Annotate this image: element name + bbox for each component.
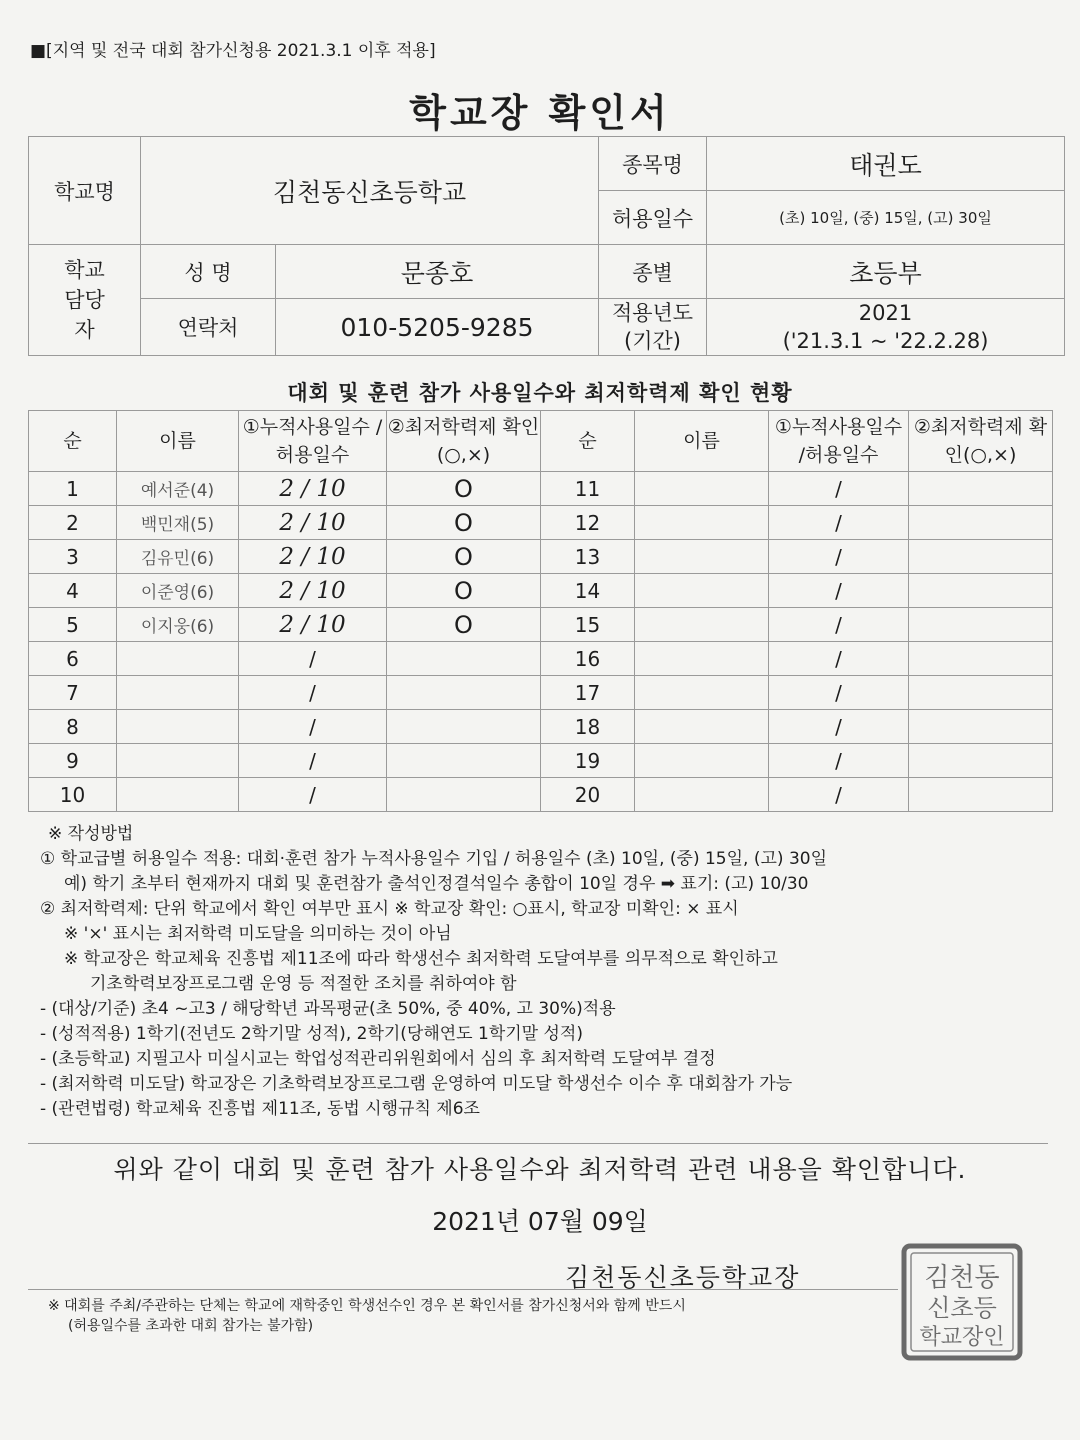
divider — [28, 1289, 898, 1290]
instructions-heading: ※ 작성방법 — [48, 824, 134, 844]
athlete-name: 이지웅(6) — [117, 608, 239, 642]
used-days: / — [239, 676, 387, 710]
academic-check — [909, 472, 1053, 506]
row-no: 11 — [541, 472, 635, 506]
header-days: ①누적사용일수 /허용일수 — [769, 411, 909, 472]
year-value-cell — [707, 299, 1065, 356]
detail-law: - (관련법령) 학교체육 진흥법 제11조, 동법 시행규칙 제6조 — [40, 1099, 480, 1119]
used-days: / — [769, 506, 909, 540]
allowed-days-value: (초) 10일, (중) 15일, (고) 30일 — [707, 191, 1065, 245]
official-seal-icon — [898, 1240, 1026, 1364]
row-no: 5 — [29, 608, 117, 642]
row-no: 19 — [541, 744, 635, 778]
detail-grades: - (성적적용) 1학기(전년도 2학기말 성적), 2학기(당해연도 1학기말 성적) — [40, 1024, 583, 1044]
athlete-name: 이준영(6) — [117, 574, 239, 608]
academic-check: O — [387, 608, 541, 642]
used-days: / — [769, 472, 909, 506]
used-days: / — [239, 778, 387, 812]
row-no: 6 — [29, 642, 117, 676]
academic-check — [909, 506, 1053, 540]
academic-check — [909, 574, 1053, 608]
svg-text:신초등: 신초등 — [927, 1294, 997, 1322]
name-label: 성 명 — [141, 245, 276, 299]
header-days: ①누적사용일수 /허용일수 — [239, 411, 387, 472]
svg-text:김천동: 김천동 — [924, 1263, 1000, 1293]
row-no: 3 — [29, 540, 117, 574]
table-row — [29, 642, 1053, 676]
used-days: 2 / 10 — [239, 574, 387, 608]
table-row — [29, 608, 1053, 642]
academic-check — [909, 676, 1053, 710]
name-value: 문종호 — [276, 245, 599, 299]
row-no: 10 — [29, 778, 117, 812]
instructions — [40, 822, 1050, 1122]
athlete-name — [117, 676, 239, 710]
header-academic: ②최저학력제 확인(○,×) — [387, 411, 541, 472]
note-allowed-days: ① 학교급별 허용일수 적용: 대회·훈련 참가 누적사용일수 기입 / 허용일수 (초) 10일, (중) 15일, (고) 30일 — [40, 849, 828, 869]
note-academic: ② 최저학력제: 단위 학교에서 확인 여부만 표시 ※ 학교장 확인: ○표시, 학교장 미확인: × 표시 — [40, 899, 739, 919]
detail-target: - (대상/기준) 초4 ~고3 / 해당학년 과목평균(초 50%, 중 40%, 고 30%)적용 — [40, 999, 616, 1019]
academic-check — [909, 540, 1053, 574]
note-academic-b: ※ 학교장은 학교체육 진흥법 제11조에 따라 학생선수 최저학력 도달여부를 의무적으로 확인하고 — [64, 949, 778, 969]
used-days: / — [769, 778, 909, 812]
athlete-name — [635, 472, 769, 506]
academic-check: O — [387, 540, 541, 574]
athlete-name — [635, 778, 769, 812]
athlete-name — [635, 744, 769, 778]
athlete-name — [635, 710, 769, 744]
used-days: / — [769, 710, 909, 744]
athlete-name: 예서준(4) — [117, 472, 239, 506]
athlete-name — [635, 540, 769, 574]
used-days: / — [769, 574, 909, 608]
header-no: 순 — [29, 411, 117, 472]
header-academic: ②최저학력제 확인(○,×) — [909, 411, 1053, 472]
table-row — [29, 744, 1053, 778]
used-days: 2 / 10 — [239, 608, 387, 642]
row-no: 4 — [29, 574, 117, 608]
footer-line-2: (허용일수를 초과한 대회 참가는 불가함) — [68, 1318, 314, 1334]
academic-check — [387, 744, 541, 778]
detail-not-reached: - (최저학력 미도달) 학교장은 기초학력보장프로그램 운영하여 미도달 학생선수 이수 후 대회참가 가능 — [40, 1074, 793, 1094]
principal-name: 김천동신초등학교장 — [565, 1263, 801, 1292]
manager-label-text: 학교 담당자 — [64, 258, 105, 342]
table-row — [29, 506, 1053, 540]
form-usage-note: ■[지역 및 전국 대회 참가신청용 2021.3.1 이후 적용] — [30, 41, 436, 61]
used-days: / — [239, 744, 387, 778]
header-no: 순 — [541, 411, 635, 472]
row-no: 9 — [29, 744, 117, 778]
row-no: 14 — [541, 574, 635, 608]
row-no: 20 — [541, 778, 635, 812]
athlete-name — [117, 744, 239, 778]
footer-line-1: ※ 대회를 주최/주관하는 단체는 학교에 재학중인 학생선수인 경우 본 확인서를 참가신청서와 함께 반드시 — [48, 1298, 686, 1314]
athlete-name: 김유민(6) — [117, 540, 239, 574]
year-label — [599, 299, 707, 356]
row-no: 1 — [29, 472, 117, 506]
year-label-text: 적용년도 (기간) — [611, 301, 694, 353]
academic-check: O — [387, 472, 541, 506]
row-no: 16 — [541, 642, 635, 676]
academic-check — [909, 778, 1053, 812]
athlete-name: 백민재(5) — [117, 506, 239, 540]
used-days: 2 / 10 — [239, 506, 387, 540]
athlete-name — [635, 506, 769, 540]
sport-label: 종목명 — [599, 137, 707, 191]
contact-label: 연락처 — [141, 299, 276, 356]
school-name-value: 김천동신초등학교 — [141, 137, 599, 245]
academic-check — [909, 710, 1053, 744]
used-days: / — [239, 642, 387, 676]
academic-check — [909, 642, 1053, 676]
row-no: 15 — [541, 608, 635, 642]
used-days: / — [769, 676, 909, 710]
row-no: 18 — [541, 710, 635, 744]
school-name-label: 학교명 — [29, 137, 141, 245]
athlete-name — [635, 642, 769, 676]
used-days: / — [769, 608, 909, 642]
academic-check: O — [387, 506, 541, 540]
academic-check — [387, 710, 541, 744]
used-days: / — [769, 642, 909, 676]
header-name: 이름 — [635, 411, 769, 472]
table-row — [29, 574, 1053, 608]
row-no: 8 — [29, 710, 117, 744]
contact-value: 010-5205-9285 — [276, 299, 599, 356]
athlete-name — [635, 676, 769, 710]
row-no: 13 — [541, 540, 635, 574]
athlete-name — [117, 642, 239, 676]
academic-check — [387, 642, 541, 676]
note-allowed-days-example: 예) 학기 초부터 현재까지 대회 및 훈련참가 출석인정결석일수 총합이 10일 경우 ➡ 표기: (고) 10/30 — [64, 874, 809, 894]
allowed-days-label: 허용일수 — [599, 191, 707, 245]
header-name: 이름 — [117, 411, 239, 472]
athlete-name — [117, 710, 239, 744]
table-row — [29, 778, 1053, 812]
used-days: 2 / 10 — [239, 472, 387, 506]
footer-note — [48, 1296, 686, 1336]
used-days: / — [769, 744, 909, 778]
row-no: 7 — [29, 676, 117, 710]
athlete-table — [28, 410, 1053, 812]
table-row — [29, 540, 1053, 574]
confirmation-statement: 위와 같이 대회 및 훈련 참가 사용일수와 최저학력 관련 내용을 확인합니다. — [113, 1155, 967, 1184]
academic-check: O — [387, 574, 541, 608]
section-title: 대회 및 훈련 참가 사용일수와 최저학력제 확인 현황 — [287, 381, 793, 405]
period-value: ('21.3.1 ~ '22.2.28) — [782, 329, 989, 353]
note-academic-c: 기초학력보장프로그램 운영 등 적절한 조치를 취하여야 함 — [90, 974, 517, 994]
detail-elementary: - (초등학교) 지필고사 미실시교는 학업성적관리위원회에서 심의 후 최저학력 도달여부 결정 — [40, 1049, 716, 1069]
sport-value: 태권도 — [707, 137, 1065, 191]
manager-label — [29, 245, 141, 356]
academic-check — [909, 744, 1053, 778]
table-row — [29, 710, 1053, 744]
table-row — [29, 676, 1053, 710]
row-no: 12 — [541, 506, 635, 540]
athlete-name — [635, 608, 769, 642]
division-value: 초등부 — [707, 245, 1065, 299]
info-table — [28, 136, 1065, 356]
note-academic-a: ※ '×' 표시는 최저학력 미도달을 의미하는 것이 아님 — [64, 924, 452, 944]
used-days: / — [769, 540, 909, 574]
issue-date: 2021년 07월 09일 — [432, 1207, 648, 1236]
year-value: 2021 — [858, 301, 913, 325]
division-label: 종별 — [599, 245, 707, 299]
academic-check — [909, 608, 1053, 642]
used-days: / — [239, 710, 387, 744]
academic-check — [387, 676, 541, 710]
table-row — [29, 472, 1053, 506]
athlete-name — [635, 574, 769, 608]
row-no: 2 — [29, 506, 117, 540]
athlete-name — [117, 778, 239, 812]
svg-text:학교장인: 학교장인 — [919, 1325, 1005, 1350]
divider — [28, 1143, 1048, 1144]
used-days: 2 / 10 — [239, 540, 387, 574]
document-title: 학교장 확인서 — [409, 91, 671, 135]
row-no: 17 — [541, 676, 635, 710]
academic-check — [387, 778, 541, 812]
